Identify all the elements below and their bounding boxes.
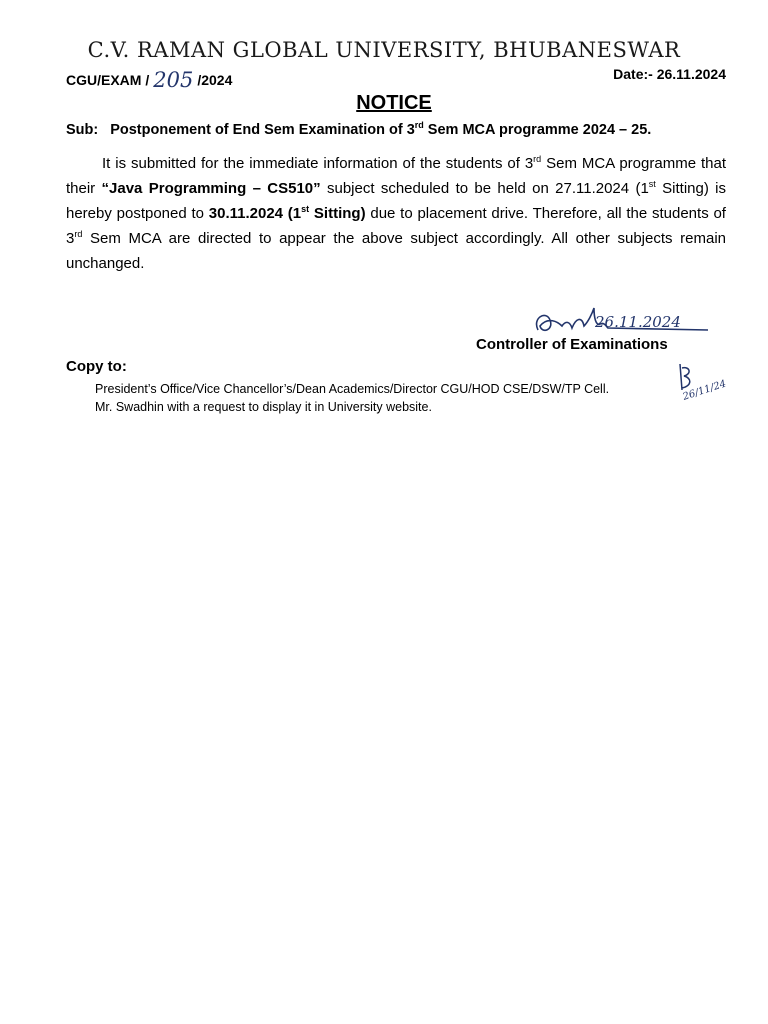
copy-to-list [95, 380, 715, 416]
body-sup-1: rd [533, 154, 542, 164]
subject-text-b: Sem MCA programme 2024 – 25. [423, 122, 652, 138]
initials-mark [670, 360, 740, 410]
body-sup-2: st [648, 179, 656, 189]
notice-title: NOTICE [356, 92, 432, 114]
reference-number [66, 66, 232, 90]
subject-sup: rd [414, 120, 424, 131]
notice-date: Date:- 26.11.2024 [613, 66, 726, 82]
body-text-2: Sem MCA programme that their [66, 155, 726, 197]
reference-line [66, 66, 726, 92]
initials-date: 26/11/24 [681, 378, 728, 403]
body-text-4: Sitting) is hereby postponed to [66, 180, 727, 222]
ref-prefix: CGU/EXAM / [66, 72, 150, 88]
body-text-1: It is submitted for the immediate information of the students of 3 [102, 155, 534, 172]
new-date-sitting: Sitting) [309, 205, 366, 222]
copy-recipient: President’s Office/Vice Chancellor’s/Dean Academics/Director CGU/HOD CSE/DSW/TP Cell. [95, 382, 610, 396]
body-text-5: due to placement drive. Therefore, all the students of 3 [66, 205, 726, 247]
new-exam-date [209, 205, 366, 222]
subject-text-a: Postponement of End Sem Examination of 3 [110, 122, 415, 138]
notice-body [66, 151, 726, 276]
course-name: “Java Programming – CS510” [101, 180, 321, 197]
body-sup-3: st [301, 204, 310, 214]
initials-stroke [680, 364, 690, 390]
body-paragraph [66, 151, 726, 276]
ref-handwritten-number: 205 [153, 68, 194, 92]
copy-recipient: Mr. Swadhin with a request to display it in University website. [95, 400, 432, 414]
body-sup-4: rd [74, 229, 83, 239]
university-name: C.V. RAMAN GLOBAL UNIVERSITY, BHUBANESWAR [87, 38, 681, 62]
copy-to-heading: Copy to: [66, 358, 127, 375]
signatory-title: Controller of Examinations [476, 336, 668, 353]
subject-line [66, 122, 746, 138]
subject-label: Sub: [66, 122, 99, 138]
ref-suffix: /2024 [197, 72, 233, 88]
body-text-6: Sem MCA are directed to appear the above subject accordingly. All other subjects remain unchanged. [66, 230, 726, 272]
body-text-3: subject scheduled to be held on 27.11.2024 (1 [320, 180, 649, 197]
signature-date: 26.11.2024 [595, 313, 681, 331]
new-date-text: 30.11.2024 (1 [208, 205, 302, 222]
